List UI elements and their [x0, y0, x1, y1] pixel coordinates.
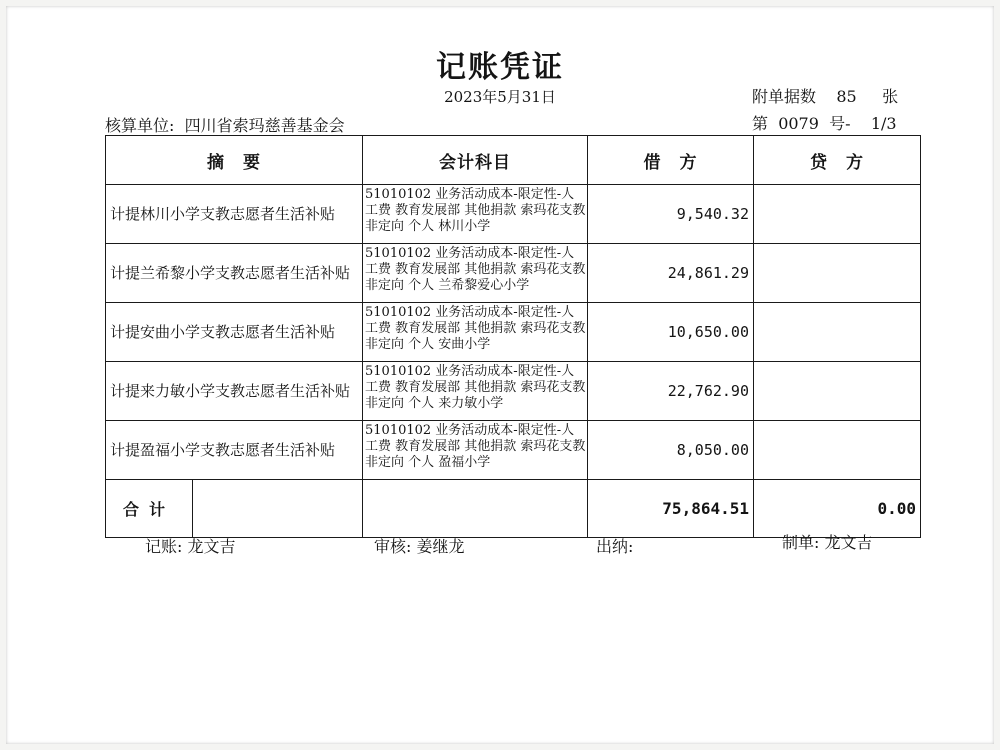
voucher-number-info — [752, 111, 897, 134]
table-row — [106, 421, 921, 480]
voucher-page: 1/3 — [870, 114, 897, 133]
row-account: 51010102 业务活动成本-限定性-人工费 教育发展部 其他捐款 索玛花支教 非定向 个人 林川小学 — [363, 185, 588, 244]
row-account: 51010102 业务活动成本-限定性-人工费 教育发展部 其他捐款 索玛花支教 非定向 个人 盈福小学 — [363, 421, 588, 480]
col-header-summary: 摘 要 — [106, 136, 363, 185]
row-credit — [754, 185, 921, 244]
preparer-name: 龙文吉 — [824, 533, 873, 552]
accounting-unit — [105, 113, 345, 136]
voucher-date: 2023年5月31日 — [444, 88, 556, 106]
table-row — [106, 244, 921, 303]
attachments-label: 附单据数 — [752, 87, 817, 106]
row-summary: 计提来力敏小学支教志愿者生活补贴 — [106, 362, 363, 421]
total-row — [106, 480, 921, 538]
row-account: 51010102 业务活动成本-限定性-人工费 教育发展部 其他捐款 索玛花支教 非定向 个人 来力敏小学 — [363, 362, 588, 421]
total-credit: 0.00 — [754, 480, 921, 538]
reviewer-signoff — [374, 534, 465, 557]
row-credit — [754, 303, 921, 362]
table-row — [106, 362, 921, 421]
col-header-credit: 贷 方 — [754, 136, 921, 185]
col-header-account: 会计科目 — [363, 136, 588, 185]
voucher-number: 0079 — [778, 114, 819, 133]
unit-name: 四川省索玛慈善基金会 — [184, 116, 345, 135]
table-row — [106, 303, 921, 362]
row-summary: 计提兰希黎小学支教志愿者生活补贴 — [106, 244, 363, 303]
total-debit: 75,864.51 — [588, 480, 754, 538]
row-debit: 9,540.32 — [588, 185, 754, 244]
bookkeeper-name: 龙文吉 — [187, 537, 236, 556]
row-account: 51010102 业务活动成本-限定性-人工费 教育发展部 其他捐款 索玛花支教 非定向 个人 安曲小学 — [363, 303, 588, 362]
reviewer-label: 审核: — [374, 537, 412, 556]
total-account-blank — [363, 480, 588, 538]
row-summary: 计提林川小学支教志愿者生活补贴 — [106, 185, 363, 244]
cashier-signoff — [596, 534, 639, 557]
attachments-unit: 张 — [882, 87, 899, 106]
row-credit — [754, 421, 921, 480]
preparer-label: 制单: — [782, 533, 820, 552]
col-header-debit: 借 方 — [588, 136, 754, 185]
attachments-count: 85 — [836, 87, 857, 106]
bookkeeper-signoff — [145, 534, 236, 557]
table-row — [106, 185, 921, 244]
voucher-title: 记账凭证 — [436, 50, 564, 85]
table-header-row — [106, 136, 921, 185]
total-label: 合计 — [106, 480, 193, 537]
preparer-signoff — [782, 530, 873, 553]
unit-label: 核算单位: — [105, 116, 175, 135]
bookkeeper-label: 记账: — [145, 537, 183, 556]
row-summary: 计提安曲小学支教志愿者生活补贴 — [106, 303, 363, 362]
row-debit: 22,762.90 — [588, 362, 754, 421]
total-label-cell — [106, 480, 363, 538]
row-credit — [754, 244, 921, 303]
row-debit: 8,050.00 — [588, 421, 754, 480]
row-debit: 10,650.00 — [588, 303, 754, 362]
row-summary: 计提盈福小学支教志愿者生活补贴 — [106, 421, 363, 480]
row-account: 51010102 业务活动成本-限定性-人工费 教育发展部 其他捐款 索玛花支教 非定向 个人 兰希黎爱心小学 — [363, 244, 588, 303]
attachments-info — [752, 84, 898, 107]
voucher-suffix: 号- — [829, 114, 851, 133]
total-blank — [193, 480, 362, 537]
cashier-label: 出纳: — [596, 537, 634, 556]
voucher-prefix: 第 — [752, 114, 769, 133]
reviewer-name: 姜继龙 — [416, 537, 465, 556]
row-credit — [754, 362, 921, 421]
row-debit: 24,861.29 — [588, 244, 754, 303]
voucher-table — [105, 135, 921, 538]
